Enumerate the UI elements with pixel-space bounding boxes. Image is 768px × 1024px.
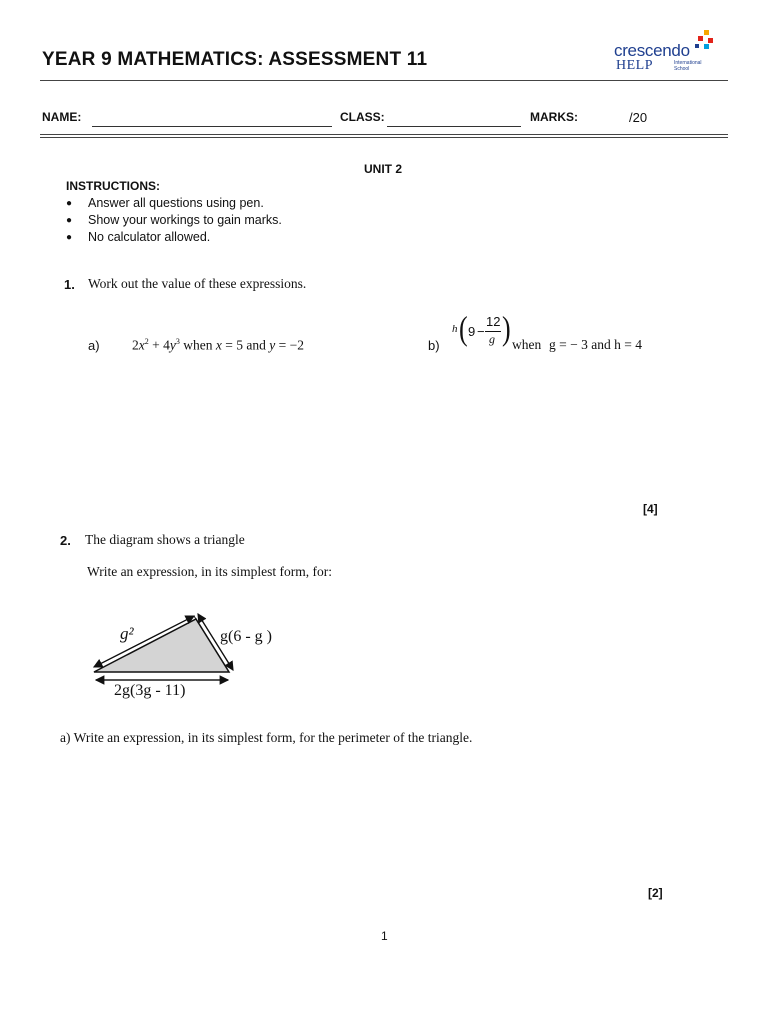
logo-subtext: International School	[674, 60, 702, 72]
page-title: YEAR 9 MATHEMATICS: ASSESSMENT 11	[42, 49, 428, 70]
q2-number: 2.	[60, 533, 71, 548]
marks-label: MARKS:	[530, 110, 578, 124]
page-number: 1	[381, 929, 388, 943]
q1b-label: b)	[428, 338, 440, 353]
q1b-numerator: 12	[486, 314, 501, 329]
logo-help-text: HELP	[616, 58, 653, 73]
logo-wordmark: crescendo	[614, 41, 690, 60]
q2a-text: a) Write an expression, in its simplest form, for the perimeter of the triangle.	[60, 730, 473, 745]
q1b-right-paren: )	[502, 309, 511, 348]
logo-mark-icon	[692, 30, 732, 60]
marks-total: /20	[629, 110, 648, 125]
q1-text: Work out the value of these expressions.	[88, 276, 307, 291]
triangle-left-label: g²	[120, 624, 134, 643]
q1b-denominator: g	[489, 332, 495, 346]
unit-label: UNIT 2	[364, 162, 403, 176]
name-field[interactable]	[92, 126, 332, 127]
triangle-diagram	[72, 600, 308, 712]
q2-marks: [2]	[648, 886, 663, 900]
triangle-shape	[72, 600, 308, 712]
triangle-right-label: g(6 - g )	[220, 628, 272, 645]
q1-marks: [4]	[643, 502, 658, 516]
instructions-heading: INSTRUCTIONS:	[66, 179, 160, 193]
q2-subtext: Write an expression, in its simplest form, for:	[87, 564, 333, 579]
q1b-condition: g = − 3 and h = 4	[549, 337, 642, 352]
instruction-item: ● No calculator allowed.	[66, 229, 366, 246]
header-divider	[40, 80, 728, 81]
q1-number: 1.	[64, 277, 75, 292]
q1b-nine: 9	[468, 324, 476, 339]
q2-text: The diagram shows a triangle	[85, 532, 245, 547]
instructions-list	[66, 195, 366, 246]
q1b-h: h	[452, 323, 458, 335]
q1a-expression: $2x^2 + 4y^3$ when x = 5 and y = −2	[132, 337, 304, 353]
q1a-label: a)	[88, 338, 100, 353]
name-label: NAME:	[42, 110, 82, 124]
instruction-item: ● Show your workings to gain marks.	[66, 212, 366, 229]
fields-divider-bottom	[40, 137, 728, 138]
instruction-item: ● Answer all questions using pen.	[66, 195, 366, 212]
q1b-when: when	[512, 337, 542, 352]
q1b-left-paren: (	[459, 309, 468, 348]
triangle-base-label: 2g(3g - 11)	[114, 682, 186, 699]
class-field[interactable]	[387, 126, 521, 127]
q1b-minus: −	[477, 324, 485, 339]
fields-divider-top	[40, 134, 728, 135]
q1b-expression	[452, 309, 662, 354]
class-label: CLASS:	[340, 110, 385, 124]
school-logo	[612, 30, 722, 76]
